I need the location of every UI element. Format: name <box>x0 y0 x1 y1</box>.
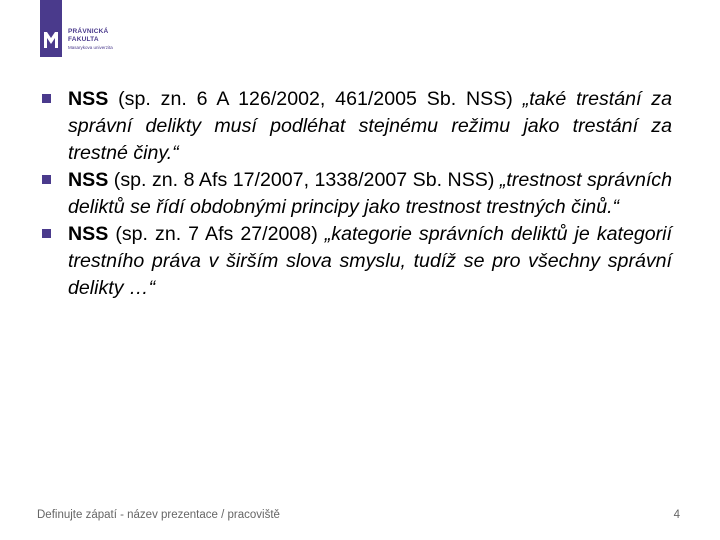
logo-subtitle: Masarykova univerzita <box>68 45 113 50</box>
square-bullet-icon <box>42 175 51 184</box>
bullet-item <box>40 167 672 221</box>
logo-line-1: PRÁVNICKÁ <box>68 28 109 35</box>
logo-text <box>68 28 108 44</box>
bullet-item <box>40 221 672 302</box>
case-reference: (sp. zn. 8 Afs 17/2007, 1338/2007 Sb. NSS) <box>108 169 500 191</box>
square-bullet-icon <box>42 229 51 238</box>
court-name: NSS <box>68 169 109 191</box>
court-name: NSS <box>68 223 109 245</box>
muni-logo-icon <box>43 30 59 50</box>
footer-text: Definujte zápatí - název prezentace / pracoviště <box>37 509 280 521</box>
court-name: NSS <box>68 88 109 110</box>
case-reference: (sp. zn. 6 A 126/2002, 461/2005 Sb. NSS) <box>108 88 523 110</box>
square-bullet-icon <box>42 94 51 103</box>
case-reference: (sp. zn. 7 Afs 27/2008) <box>108 223 325 245</box>
faculty-logo <box>36 0 156 60</box>
quote-text: „kategorie správních deliktů je kategorií trestního práva v širším slova smyslu, tudíž se pro všechny správní delikty …“ <box>68 223 672 299</box>
bullet-list <box>40 86 672 302</box>
quote-text: „trestnost správních deliktů se řídí obdobnými principy jako trestnost trestných činů.“ <box>68 169 672 218</box>
page-number: 4 <box>673 509 680 521</box>
logo-line-2: FAKULTA <box>68 36 99 43</box>
bullet-item <box>40 86 672 167</box>
quote-text: „také trestání za správní delikty musí podléhat stejnému režimu jako trestání za trestné činy.“ <box>68 88 672 164</box>
